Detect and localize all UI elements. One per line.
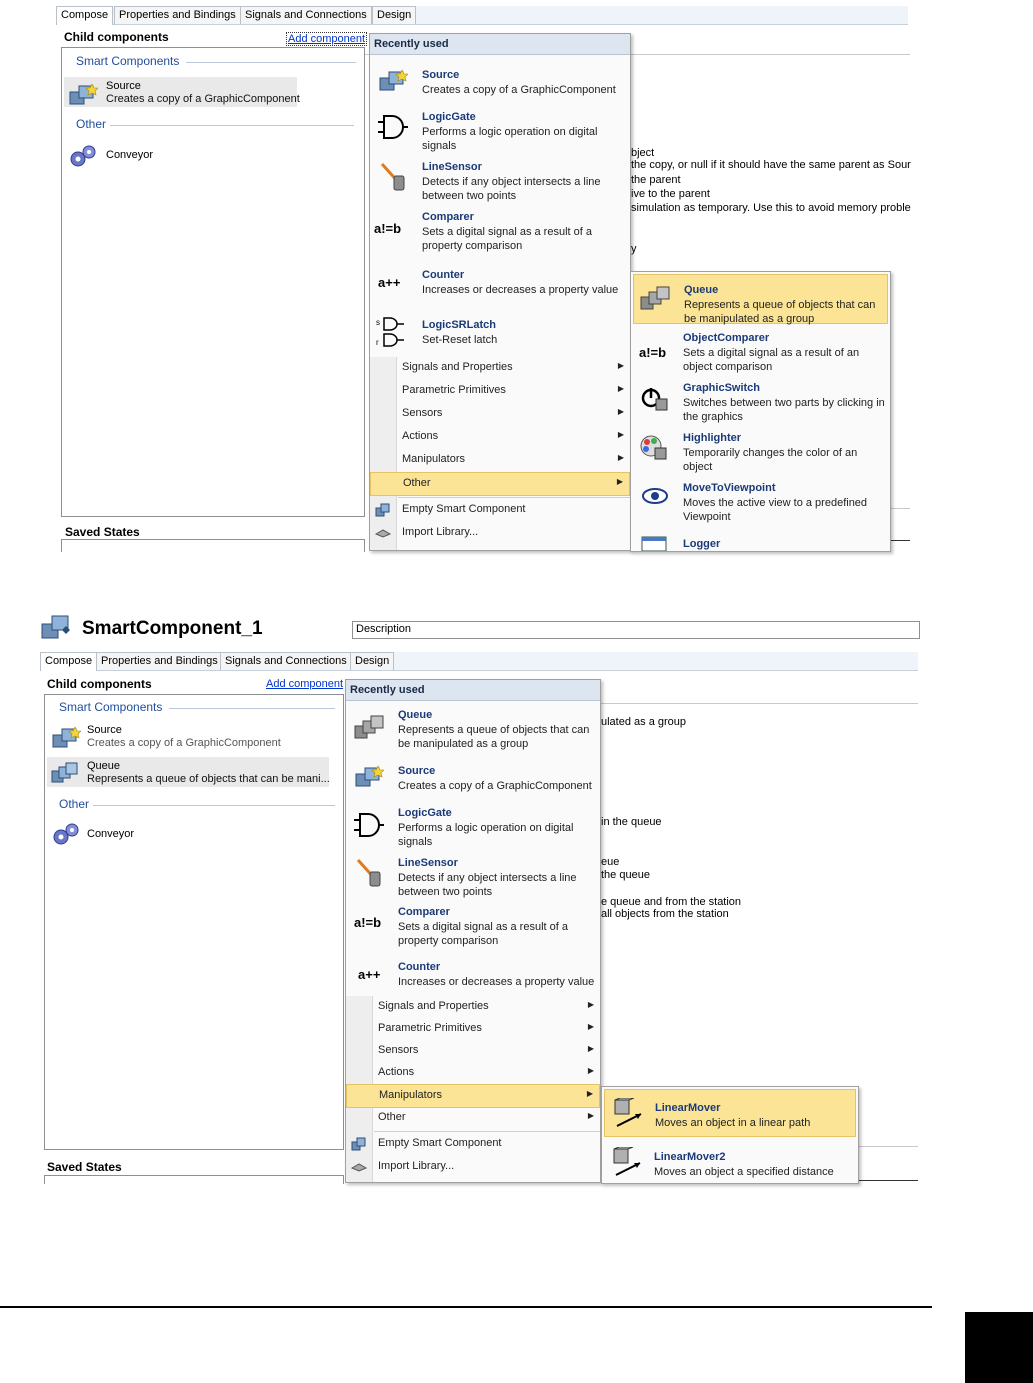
chevron-right-icon: ▶ [587, 1066, 594, 1075]
line-sensor-icon [356, 858, 384, 888]
sr-latch-icon [376, 316, 406, 348]
group-divider [93, 805, 335, 806]
child-components-label: Child components [64, 30, 169, 44]
source-icon [378, 68, 408, 94]
list-item-title: Conveyor [106, 149, 154, 161]
submenu-signals-and-properties[interactable] [370, 357, 630, 379]
menu-item-desc: Sets a digital signal as a result of an object comparison [683, 347, 860, 373]
menu-item-logicsrlatch[interactable] [370, 314, 630, 354]
queue-icon [51, 760, 83, 786]
tab-properties-and-bindings[interactable]: Properties and Bindings [96, 652, 223, 670]
menu-item-desc: Temporarily changes the color of an object [683, 447, 858, 473]
menu-item-linesensor[interactable] [370, 156, 630, 204]
menu-item-title: ObjectComparer [683, 332, 770, 344]
submenu-label: Signals and Properties [378, 1000, 489, 1012]
menu-item-source[interactable] [346, 760, 600, 798]
page-title: SmartComponent_1 [82, 618, 263, 639]
gears-icon [68, 143, 98, 169]
background-text: the parent [631, 174, 681, 186]
tab-strip [56, 6, 908, 25]
menu-item-desc: Switches between two parts by clicking in the graphics [683, 397, 885, 423]
menu-item-title: Source [422, 69, 460, 81]
menu-item-objectcomparer[interactable] [631, 328, 890, 376]
queue-icon [354, 714, 386, 742]
tab-design[interactable]: Design [372, 6, 416, 24]
eye-icon [641, 486, 669, 506]
menu-item-title: Comparer [422, 211, 474, 223]
background-text: in the queue [601, 816, 662, 828]
description-label: Description [356, 623, 412, 635]
submenu-section [370, 357, 630, 550]
menu-header-recently-used: Recently used [370, 34, 630, 55]
screen2 [0, 600, 1033, 1190]
comparer-icon: a!=b [354, 915, 382, 930]
submenu-actions[interactable] [370, 426, 630, 448]
chevron-right-icon: ▶ [587, 1111, 594, 1120]
submenu-actions[interactable] [346, 1062, 600, 1084]
menu-item-desc: Sets a digital signal as a result of a property comparison [398, 921, 568, 947]
chevron-right-icon: ▶ [617, 430, 624, 439]
menu-item-desc: Moves an object a specified distance [654, 1166, 834, 1178]
page-number-box [965, 1312, 1033, 1383]
list-item-desc: Represents a queue of objects that can be mani... [87, 773, 330, 785]
chevron-right-icon: ▶ [617, 407, 624, 416]
menu-item-desc: Increases or decreases a property value [422, 284, 619, 296]
list-item[interactable] [47, 819, 247, 847]
submenu-signals-and-properties[interactable] [346, 996, 600, 1018]
divider [888, 508, 910, 509]
svg-text:r: r [376, 338, 379, 347]
child-components-label: Child components [47, 677, 152, 691]
menu-item-empty-smart-component[interactable] [370, 499, 630, 521]
child-components-list[interactable] [44, 694, 344, 1150]
tab-signals-and-connections[interactable]: Signals and Connections [220, 652, 352, 670]
queue-icon [640, 285, 672, 313]
submenu-label: Other [378, 1111, 406, 1123]
list-item-title: Conveyor [87, 828, 135, 840]
background-text: simulation as temporary. Use this to avoid memory proble [631, 202, 911, 214]
tab-signals-and-connections[interactable]: Signals and Connections [240, 6, 372, 24]
import-library-icon [375, 528, 391, 538]
list-item-title: Source [106, 80, 141, 92]
add-component-link[interactable]: Add component [266, 678, 344, 690]
manipulators-submenu [601, 1086, 859, 1184]
background-text: e queue and from the station [601, 896, 742, 908]
import-library-icon [351, 1162, 367, 1172]
menu-item-desc: Set-Reset latch [422, 334, 498, 346]
child-components-list[interactable] [61, 47, 365, 517]
tab-compose[interactable]: Compose [40, 652, 97, 671]
menu-item-desc: Detects if any object intersects a line between two points [422, 176, 601, 202]
submenu-label: Manipulators [379, 1089, 442, 1101]
menu-item-highlighter[interactable] [631, 428, 890, 476]
menu-item-title: Counter [398, 961, 441, 973]
submenu-parametric-primitives[interactable] [370, 380, 630, 402]
submenu-label: Manipulators [402, 453, 465, 465]
smart-component-icon [351, 1137, 367, 1151]
group-smart-components: Smart Components [59, 700, 163, 714]
menu-item-desc: Performs a logic operation on digital signals [398, 822, 574, 848]
smart-component-title-icon [40, 612, 74, 642]
comparer-icon: a!=b [374, 221, 402, 236]
list-item[interactable] [64, 77, 300, 107]
menu-item-title: Highlighter [683, 432, 742, 444]
menu-item-logicgate[interactable] [346, 802, 600, 850]
menu-item-source[interactable] [370, 62, 630, 102]
menu-item-title: LinearMover2 [654, 1151, 726, 1163]
gears-icon [51, 821, 81, 847]
menu-item-desc: Moves the active view to a predefined Viewpoint [683, 497, 868, 523]
menu-item-title: LinearMover [655, 1102, 721, 1114]
divider [888, 540, 910, 541]
chevron-right-icon: ▶ [617, 453, 624, 462]
source-icon [68, 82, 98, 108]
menu-item-desc: Performs a logic operation on digital signals [422, 126, 598, 152]
submenu-section [346, 996, 600, 1182]
source-icon [51, 725, 81, 751]
menu-item-desc: Moves an object in a linear path [655, 1117, 811, 1129]
menu-item-title: GraphicSwitch [683, 382, 761, 394]
list-item-title: Source [87, 724, 122, 736]
background-text: eue [601, 856, 620, 868]
menu-item-desc: Creates a copy of a GraphicComponent [422, 84, 616, 96]
linear-mover-icon [611, 1098, 647, 1130]
submenu-other[interactable] [346, 1107, 600, 1129]
divider [855, 1146, 918, 1147]
menu-separator [398, 497, 630, 498]
menu-item-queue[interactable] [346, 704, 600, 752]
submenu-other[interactable] [370, 472, 630, 496]
divider [600, 703, 918, 704]
menu-item-desc: Represents a queue of objects that can be manipulated as a group [684, 299, 876, 325]
submenu-label: Other [403, 477, 431, 489]
submenu-label: Empty Smart Component [378, 1137, 502, 1149]
submenu-sensors[interactable] [346, 1040, 600, 1062]
submenu-manipulators[interactable] [370, 449, 630, 471]
menu-item-logicgate[interactable] [370, 104, 630, 154]
logger-icon [641, 536, 667, 552]
submenu-label: Actions [402, 430, 439, 442]
line-sensor-icon [380, 162, 408, 192]
menu-item-title: Comparer [398, 906, 450, 918]
menu-item-title: LogicGate [422, 111, 476, 123]
menu-item-linearmover2[interactable] [602, 1141, 858, 1183]
menu-separator [374, 1131, 600, 1132]
menu-item-title: Counter [422, 269, 465, 281]
chevron-right-icon: ▶ [587, 1000, 594, 1009]
chevron-right-icon: ▶ [586, 1089, 593, 1098]
menu-item-desc: Represents a queue of objects that can be manipulated as a group [398, 724, 590, 750]
linear-mover-icon [610, 1147, 646, 1179]
menu-item-title: Queue [684, 284, 719, 296]
footer-rule [0, 1306, 932, 1308]
menu-item-linesensor[interactable] [346, 852, 600, 900]
menu-item-import-library[interactable] [370, 522, 630, 544]
menu-item-desc: Creates a copy of a GraphicComponent [398, 780, 592, 792]
list-item-title: Queue [87, 760, 121, 772]
group-divider [110, 125, 354, 126]
menu-item-title: LogicGate [398, 807, 452, 819]
menu-item-comparer[interactable] [370, 206, 630, 256]
background-text: bject [631, 147, 655, 159]
saved-states-label: Saved States [65, 525, 140, 539]
submenu-parametric-primitives[interactable] [346, 1018, 600, 1040]
submenu-label: Actions [378, 1066, 415, 1078]
list-item[interactable] [64, 141, 264, 169]
submenu-manipulators[interactable] [346, 1084, 600, 1108]
submenu-label: Empty Smart Component [402, 503, 526, 515]
smart-component-icon [375, 503, 391, 517]
add-component-link[interactable]: Add component [288, 33, 366, 45]
submenu-label: Import Library... [378, 1160, 455, 1172]
menu-item-counter[interactable] [370, 264, 630, 304]
menu-item-queue[interactable] [633, 274, 888, 324]
counter-icon: a++ [378, 275, 401, 290]
menu-item-title: MoveToViewpoint [683, 482, 776, 494]
menu-item-title: LineSensor [398, 857, 458, 869]
background-text: ive to the parent [631, 188, 710, 200]
submenu-label: Parametric Primitives [378, 1022, 482, 1034]
group-divider [186, 62, 356, 63]
list-item[interactable] [47, 757, 329, 787]
menu-header-recently-used: Recently used [346, 680, 600, 701]
group-smart-components: Smart Components [76, 54, 180, 68]
background-text: y [631, 243, 637, 255]
submenu-sensors[interactable] [370, 403, 630, 425]
menu-item-title: LineSensor [422, 161, 482, 173]
tab-design[interactable]: Design [350, 652, 394, 670]
add-component-menu [369, 33, 631, 551]
saved-states-label: Saved States [47, 1160, 122, 1174]
list-item-desc: Creates a copy of a GraphicComponent [87, 737, 281, 749]
group-other: Other [59, 797, 90, 811]
submenu-label: Sensors [378, 1044, 419, 1056]
logic-gate-icon [378, 112, 408, 142]
menu-item-logger[interactable] [631, 530, 890, 552]
background-text: all objects from the station [601, 908, 729, 920]
chevron-right-icon: ▶ [617, 384, 624, 393]
menu-item-empty-smart-component[interactable] [346, 1133, 600, 1155]
chevron-right-icon: ▶ [587, 1022, 594, 1031]
submenu-label: Import Library... [402, 526, 479, 538]
saved-states-pane [61, 539, 365, 552]
highlighter-icon [639, 434, 669, 462]
saved-states-pane [44, 1175, 344, 1184]
tab-strip [40, 652, 918, 671]
power-switch-icon [641, 386, 669, 412]
screen1 [0, 0, 1033, 560]
chevron-right-icon: ▶ [616, 477, 623, 486]
description-field[interactable] [352, 621, 920, 639]
object-comparer-icon: a!=b [639, 345, 667, 360]
svg-text:s: s [376, 318, 380, 327]
chevron-right-icon: ▶ [587, 1044, 594, 1053]
menu-item-desc: Detects if any object intersects a line between two points [398, 872, 577, 898]
menu-item-title: Queue [398, 709, 433, 721]
group-divider [169, 708, 335, 709]
logic-gate-icon [354, 810, 384, 840]
tab-properties-and-bindings[interactable]: Properties and Bindings [114, 6, 241, 24]
list-item-desc: Creates a copy of a GraphicComponent [106, 93, 300, 105]
chevron-right-icon: ▶ [617, 361, 624, 370]
tab-compose[interactable]: Compose [56, 6, 113, 25]
other-submenu [630, 271, 891, 552]
list-item[interactable] [47, 721, 327, 751]
group-other: Other [76, 117, 107, 131]
menu-item-title: Source [398, 765, 436, 777]
menu-item-import-library[interactable] [346, 1156, 600, 1178]
background-text: ulated as a group [601, 716, 687, 728]
menu-item-movetoviewpoint[interactable] [631, 478, 890, 526]
source-icon [354, 764, 384, 790]
menu-item-desc: Increases or decreases a property value [398, 976, 595, 988]
menu-item-title: Logger [683, 538, 721, 550]
menu-item-counter[interactable] [346, 956, 600, 996]
menu-item-title: LogicSRLatch [422, 319, 496, 331]
menu-item-graphicswitch[interactable] [631, 378, 890, 426]
menu-item-comparer[interactable] [346, 901, 600, 951]
submenu-label: Parametric Primitives [402, 384, 506, 396]
menu-item-linearmover[interactable] [604, 1089, 856, 1137]
menu-item-desc: Sets a digital signal as a result of a property comparison [422, 226, 592, 252]
add-component-menu [345, 679, 601, 1183]
background-text: the copy, or null if it should have the same parent as Sour [631, 159, 911, 171]
submenu-label: Sensors [402, 407, 443, 419]
background-text: the queue [601, 869, 650, 881]
submenu-label: Signals and Properties [402, 361, 513, 373]
counter-icon: a++ [358, 967, 381, 982]
divider [855, 1180, 918, 1181]
